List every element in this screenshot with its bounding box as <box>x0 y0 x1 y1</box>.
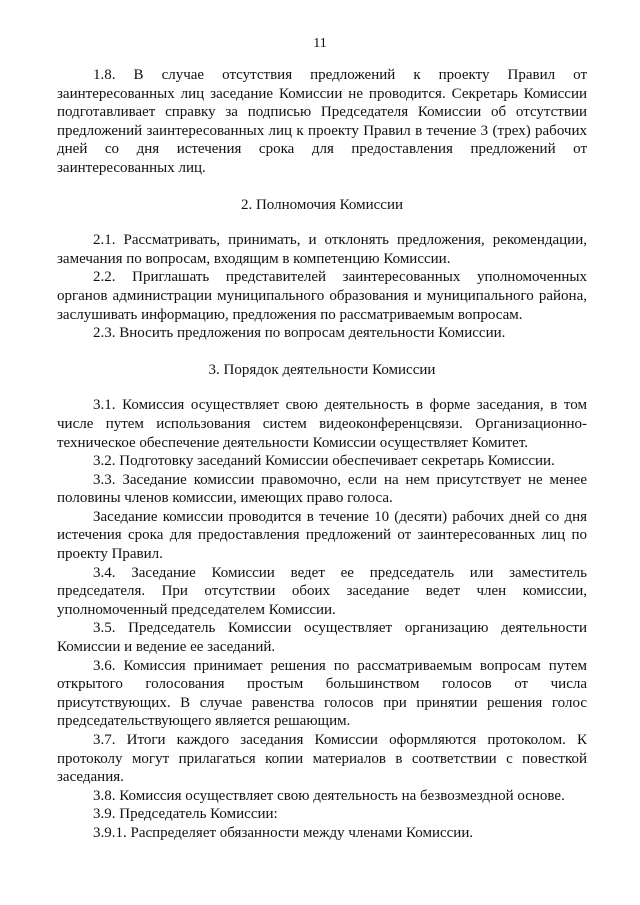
paragraph-3-8: 3.8. Комиссия осуществляет свою деятельность на безвозмездной основе. <box>93 787 565 804</box>
paragraph-3-3: 3.3. Заседание комиссии правомочно, если на нем присутствует не менее половины членов комиссии, имеющих право голоса. <box>57 471 587 507</box>
paragraph-3-9: 3.9. Председатель Комиссии: <box>93 806 278 823</box>
paragraph-2-1: 2.1. Рассматривать, принимать, и отклонять предложения, рекомендации, замечания по вопросам, входящим в компетенцию Комиссии. <box>57 232 587 267</box>
paragraph-3-6: 3.6. Комиссия принимает решения по рассматриваемым вопросам путем открытого голосования простым большинством голосов от числа присутствующих. В случае равенства голосов при принятии решения голос председательствующего является решающим. <box>57 657 587 730</box>
paragraph-2-3: 2.3. Вносить предложения по вопросам деятельности Комиссии. <box>93 325 506 342</box>
section-2-heading: 2. Полномочия Комиссии <box>240 196 404 213</box>
paragraph-3-1: 3.1. Комиссия осуществляет свою деятельность в форме заседания, в том числе путем использования систем видеоконференцсвязи. Организационно-техническое обеспечение деятельности Комиссии осуществляет Комитет. <box>57 397 587 451</box>
paragraph-3-7: 3.7. Итоги каждого заседания Комиссии оформляются протоколом. К протоколу могут прилагаться копии материалов в соответствии с повесткой заседания. <box>57 732 587 786</box>
paragraph-3-2: 3.2. Подготовку заседаний Комиссии обеспечивает секретарь Комиссии. <box>93 453 555 470</box>
paragraph-1-8: 1.8. В случае отсутствия предложений к проекту Правил от заинтересованных лиц заседание Комиссии не проводится. Секретарь Комиссии подготавливает справку за подписью Председателя Комиссии об отсутствии предложений заинтересованных лиц к проекту Правил в течение 3 (трех) рабочих дней со дня истечения срока для предоставления предложений от заинтересованных лиц. <box>57 67 587 176</box>
paragraph-3-4: 3.4. Заседание Комиссии ведет ее председатель или заместитель председателя. При отсутствии обоих заседание ведет член комиссии, уполномоченный председателем Комиссии. <box>57 564 587 618</box>
page-number: 11 <box>313 36 327 51</box>
section-3-heading: 3. Порядок деятельности Комиссии <box>208 361 436 378</box>
paragraph-2-2: 2.2. Приглашать представителей заинтересованных уполномоченных органов администрации муниципального образования и муниципального района, заслушивать информацию, предложения по рассматриваемым вопросам. <box>57 269 587 323</box>
paragraph-3-3-continued: Заседание комиссии проводится в течение 10 (десяти) рабочих дней со дня истечения срока для предоставления предложений от заинтересованных лиц по проекту Правил. <box>57 508 587 563</box>
paragraph-3-5: 3.5. Председатель Комиссии осуществляет организацию деятельности Комиссии и ведение ее заседаний. <box>57 620 587 656</box>
document-body <box>57 66 587 843</box>
paragraph-3-9-1: 3.9.1. Распределяет обязанности между членами Комиссии. <box>93 824 474 841</box>
